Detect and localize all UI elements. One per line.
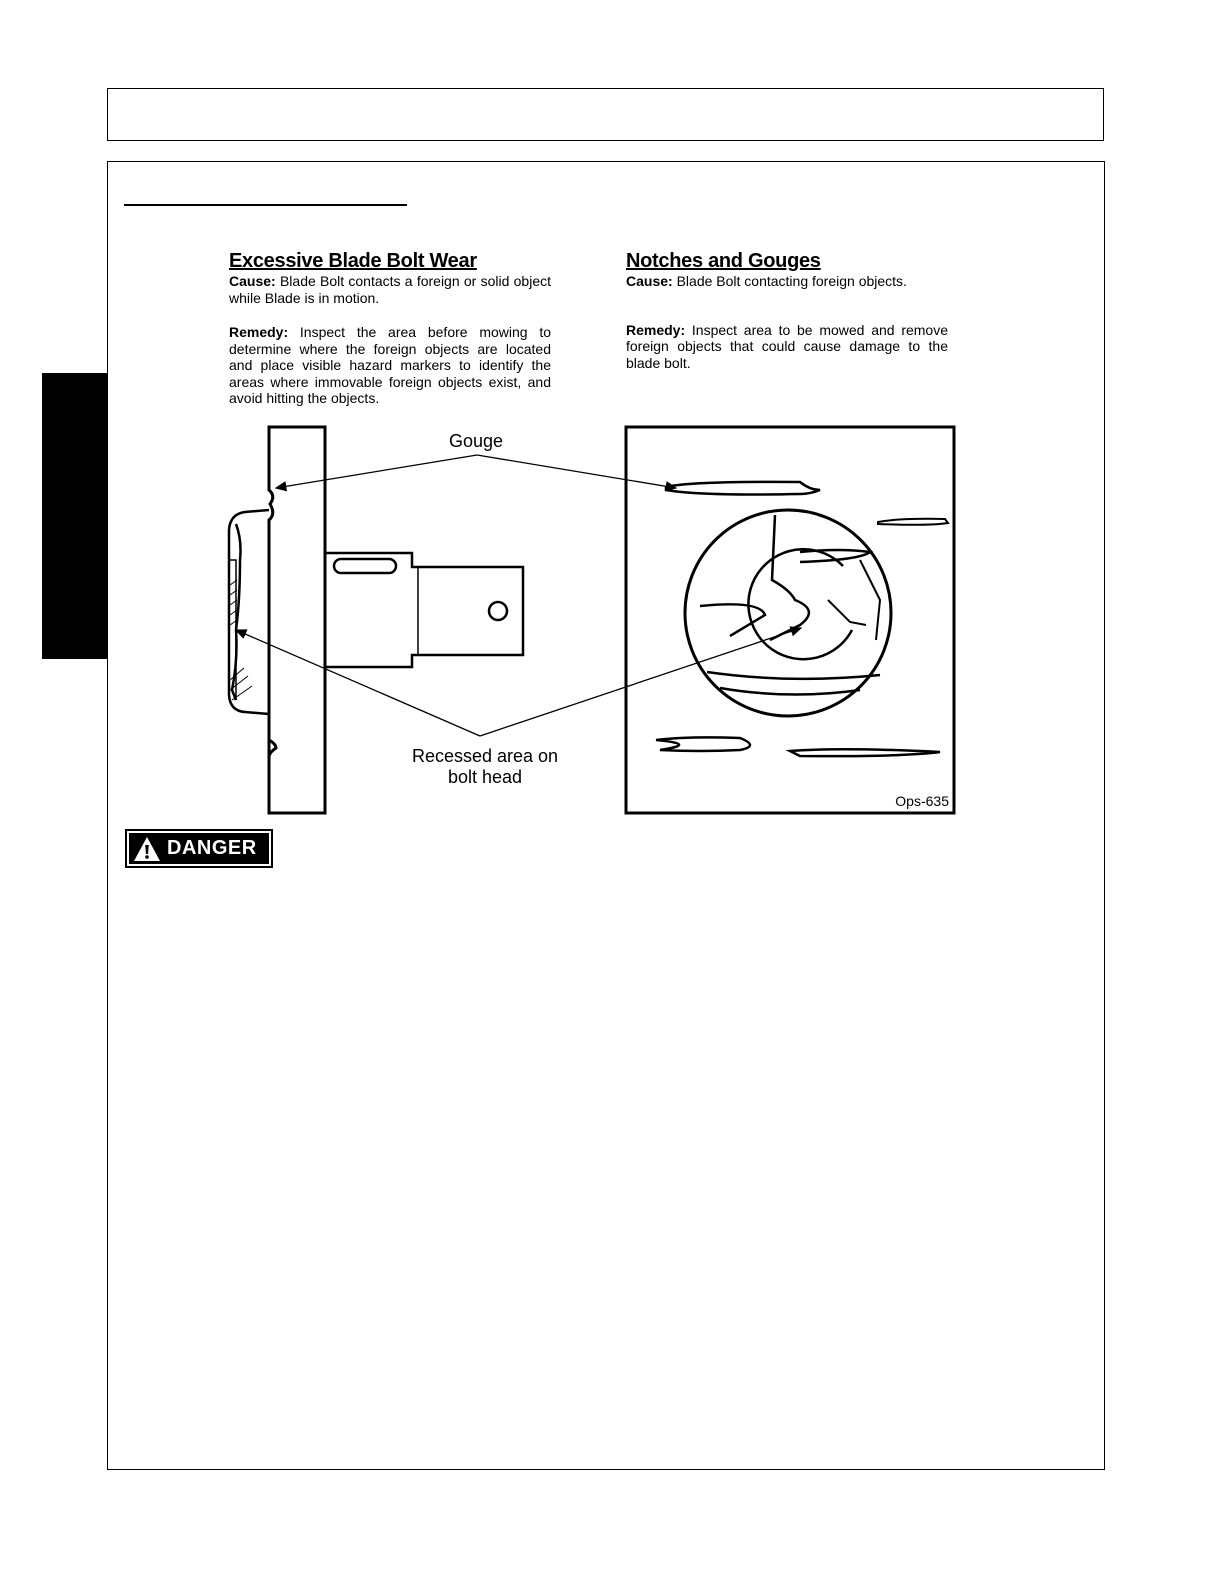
recessed-area-label: Recessed area on xyxy=(411,746,559,766)
cause-text: Blade Bolt contacts a foreign or solid object while Blade is in motion. xyxy=(229,273,551,306)
remedy-text: Inspect the area before mowing to determine where the foreign objects are located and place visible hazard markers to identify the areas where immovable foreign objects exist, and avoid hitting the objects. xyxy=(229,324,552,406)
cause-label: Cause: xyxy=(229,273,276,289)
warning-triangle-icon xyxy=(133,836,161,862)
danger-sign xyxy=(125,829,273,868)
figure-id-label: Ops-635 xyxy=(895,793,949,809)
gouge-label: Gouge xyxy=(448,431,504,451)
danger-label: DANGER xyxy=(167,837,257,859)
bolt-shank xyxy=(325,553,523,667)
bottom-view-panel xyxy=(626,427,954,813)
leader-lines xyxy=(236,455,801,736)
remedy-label: Remedy: xyxy=(229,324,289,340)
remedy-text: Inspect area to be mowed and remove foreign objects that could cause damage to the blade bolt. xyxy=(626,321,949,371)
remedy-label: Remedy: xyxy=(626,321,686,338)
bolt-wear-heading: Excessive Blade Bolt Wear xyxy=(229,250,477,272)
recessed-area-label-line2: bolt head xyxy=(447,767,523,787)
bolt-head xyxy=(229,510,269,714)
cause-text: Blade Bolt contacting foreign objects. xyxy=(676,273,907,289)
cause-label: Cause: xyxy=(626,273,673,289)
notches-heading: Notches and Gouges xyxy=(626,250,821,272)
